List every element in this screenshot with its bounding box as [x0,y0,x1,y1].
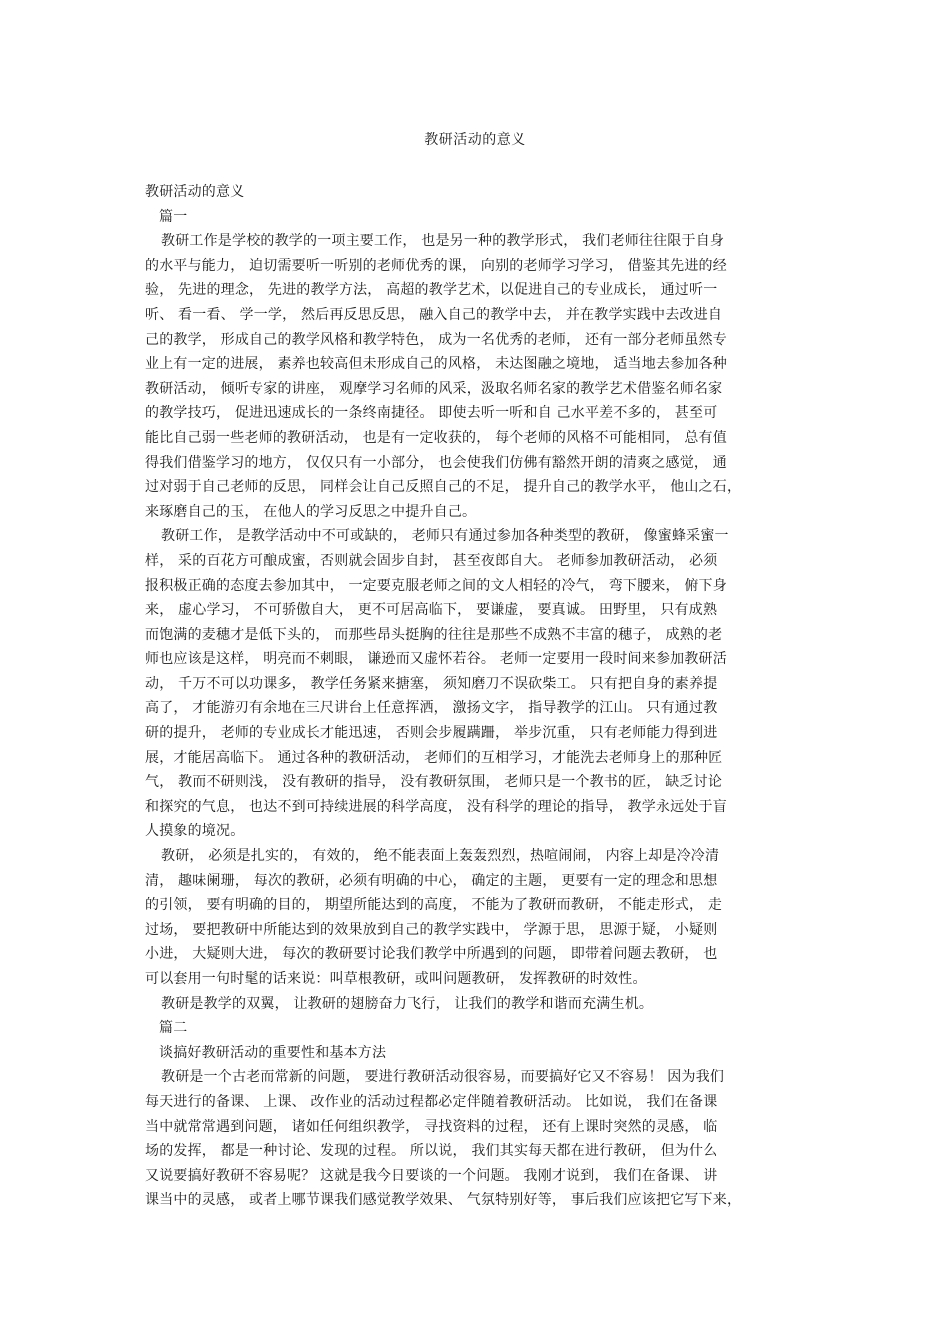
text-line: 的教学技巧， 促进迅速成长的一条终南捷径。 即使去听一听和自 己水平差不多的， 甚至可 [145,405,718,422]
text-line: 验， 先进的理念， 先进的教学方法， 高超的教学艺术，以促进自己的专业成长， 通过听一 [145,282,718,299]
text-line: 人摸象的境况。 [145,823,245,840]
text-line: 师也应该是这样， 明亮而不刺眼， 谦逊而又虚怀若谷。 老师一定要用一段时间来参加教研活 [145,651,727,668]
text-line: 研的提升， 老师的专业成长才能迅速， 否则会步履蹒跚， 举步沉重， 只有老师能力得到进 [145,725,718,742]
text-line: 听、 看一看、 学一学， 然后再反思反思， 融入自己的教学中去， 并在教学实践中去改进自 [145,306,723,323]
text-line: 每天进行的备课、 上课、 改作业的活动过程都必定伴随着教研活动。 比如说， 我们在备课 [145,1093,718,1110]
text-line: 过场， 要把教研中所能达到的效果放到自己的教学实践中， 学源于思， 思源于疑， 小疑则 [145,921,718,938]
text-line: 高了， 才能游刃有余地在三尺讲台上任意挥洒， 激扬文字， 指导教学的江山。 只有通过教 [145,700,718,717]
text-line: 动， 千万不可以功课多， 教学任务紧来搪塞， 须知磨刀不误砍柴工。 只有把自身的素养提 [145,675,718,692]
text-line: 得我们借鉴学习的地方， 仅仅只有一小部分， 也会使我们仿佛有豁然开朗的清爽之感觉， 通 [145,454,727,471]
text-line: 来琢磨自己的玉， 在他人的学习反思之中提升自己。 [145,503,477,520]
text-line: 课当中的灵感， 或者上哪节课我们感觉教学效果、 气氛特别好等， 事后我们应该把它写下来， [145,1192,742,1209]
text-line: 的水平与能力， 迫切需要听一听别的老师优秀的课， 向别的老师学习学习， 借鉴其先进的经 [145,257,727,274]
text-line: 当中就常常遇到问题， 诸如任何组织教学， 寻找资料的过程， 还有上课时突然的灵感， 临 [145,1118,718,1135]
part-heading: 篇二 [159,1020,188,1037]
text-line: 报积极正确的态度去参加其中， 一定要克服老师之间的文人相轻的冷气， 弯下腰来， 俯下身 [145,577,727,594]
text-line: 的引领， 要有明确的目的， 期望所能达到的高度， 不能为了教研而教研， 不能走形式， 走 [145,897,723,914]
page-title: 教研活动的意义 [424,132,526,148]
text-line: 气， 教而不研则浅， 没有教研的指导， 没有教研氛围， 老师只是一个教书的匠， 缺乏讨论 [145,774,723,791]
text-line: 业上有一定的进展， 素养也较高但未形成自己的风格， 未达图融之境地， 适当地去参加各种 [145,356,727,373]
text-line: 和探究的气息， 也达不到可持续进展的科学高度， 没有科学的理论的指导， 教学永远处于盲 [145,798,727,815]
text-line: 可以套用一句时髦的话来说：叫草根教研，或叫问题教研， 发挥教研的时效性。 [145,971,647,987]
text-line: 小进， 大疑则大进， 每次的教研要讨论我们教学中所遇到的问题， 即带着问题去教研， 也 [145,946,718,963]
text-line: 场的发挥， 都是一种讨论、发现的过程。 所以说， 我们其实每天都在进行教研， 但为什么 [145,1143,718,1160]
text-line: 教研工作是学校的教学的一项主要工作， 也是另一种的教学形式， 我们老师往往限于自身 [161,233,725,250]
text-line: 样， 采的百花方可酿成蜜，否则就会固步自封， 甚至夜郎自大。 老师参加教研活动， 必须 [145,552,718,569]
subsection-heading: 谈搞好教研活动的重要性和基本方法 [159,1044,387,1061]
text-line: 教研是教学的双翼， 让教研的翅膀奋力飞行， 让我们的教学和谐而充满生机。 [161,995,654,1012]
text-line: 过对弱于自己老师的反思， 同样会让自己反照自己的不足， 提升自己的教学水平， 他山之石， [145,479,742,496]
text-line: 己的教学， 形成自己的教学风格和教学特色， 成为一名优秀的老师， 还有一部分老师虽然专 [145,331,727,348]
section-heading: 教研活动的意义 [145,184,245,200]
text-line: 教研活动， 倾听专家的讲座， 观摩学习名师的风采，汲取名师名家的教学艺术借鉴名师名家 [145,380,723,397]
text-line: 能比自己弱一些老师的教研活动， 也是有一定收获的， 每个老师的风格不可能相同， 总有值 [145,429,727,446]
text-line: 清， 趣味阑珊， 每次的教研，必须有明确的中心， 确定的主题， 更要有一定的理念和思想 [145,872,718,889]
text-line: 又说要搞好教研不容易呢？ 这就是我今日要谈的一个问题。 我刚才说到， 我们在备课、 讲 [145,1167,718,1184]
text-line: 而饱满的麦穗才是低下头的， 而那些昂头挺胸的往往是那些不成熟不丰富的穗子， 成熟的老 [145,626,723,643]
part-heading: 篇一 [159,208,188,225]
text-line: 教研， 必须是扎实的， 有效的， 绝不能表面上轰轰烈烈，热喧闹闹， 内容上却是冷冷清 [161,848,720,865]
text-line: 展，才能居高临下。 通过各种的教研活动， 老师们的互相学习，才能洗去老师身上的那种匠 [145,749,723,766]
text-line: 教研是一个古老而常新的问题， 要进行教研活动很容易，而要搞好它又不容易！ 因为我们 [161,1069,725,1086]
document-body [145,180,815,1213]
text-line: 来， 虚心学习， 不可骄傲自大， 更不可居高临下， 要谦虚， 要真诚。 田野里， 只有成熟 [145,602,718,619]
text-line: 教研工作， 是教学活动中不可或缺的， 老师只有通过参加各种类型的教研， 像蜜蜂采蜜一 [161,528,729,545]
